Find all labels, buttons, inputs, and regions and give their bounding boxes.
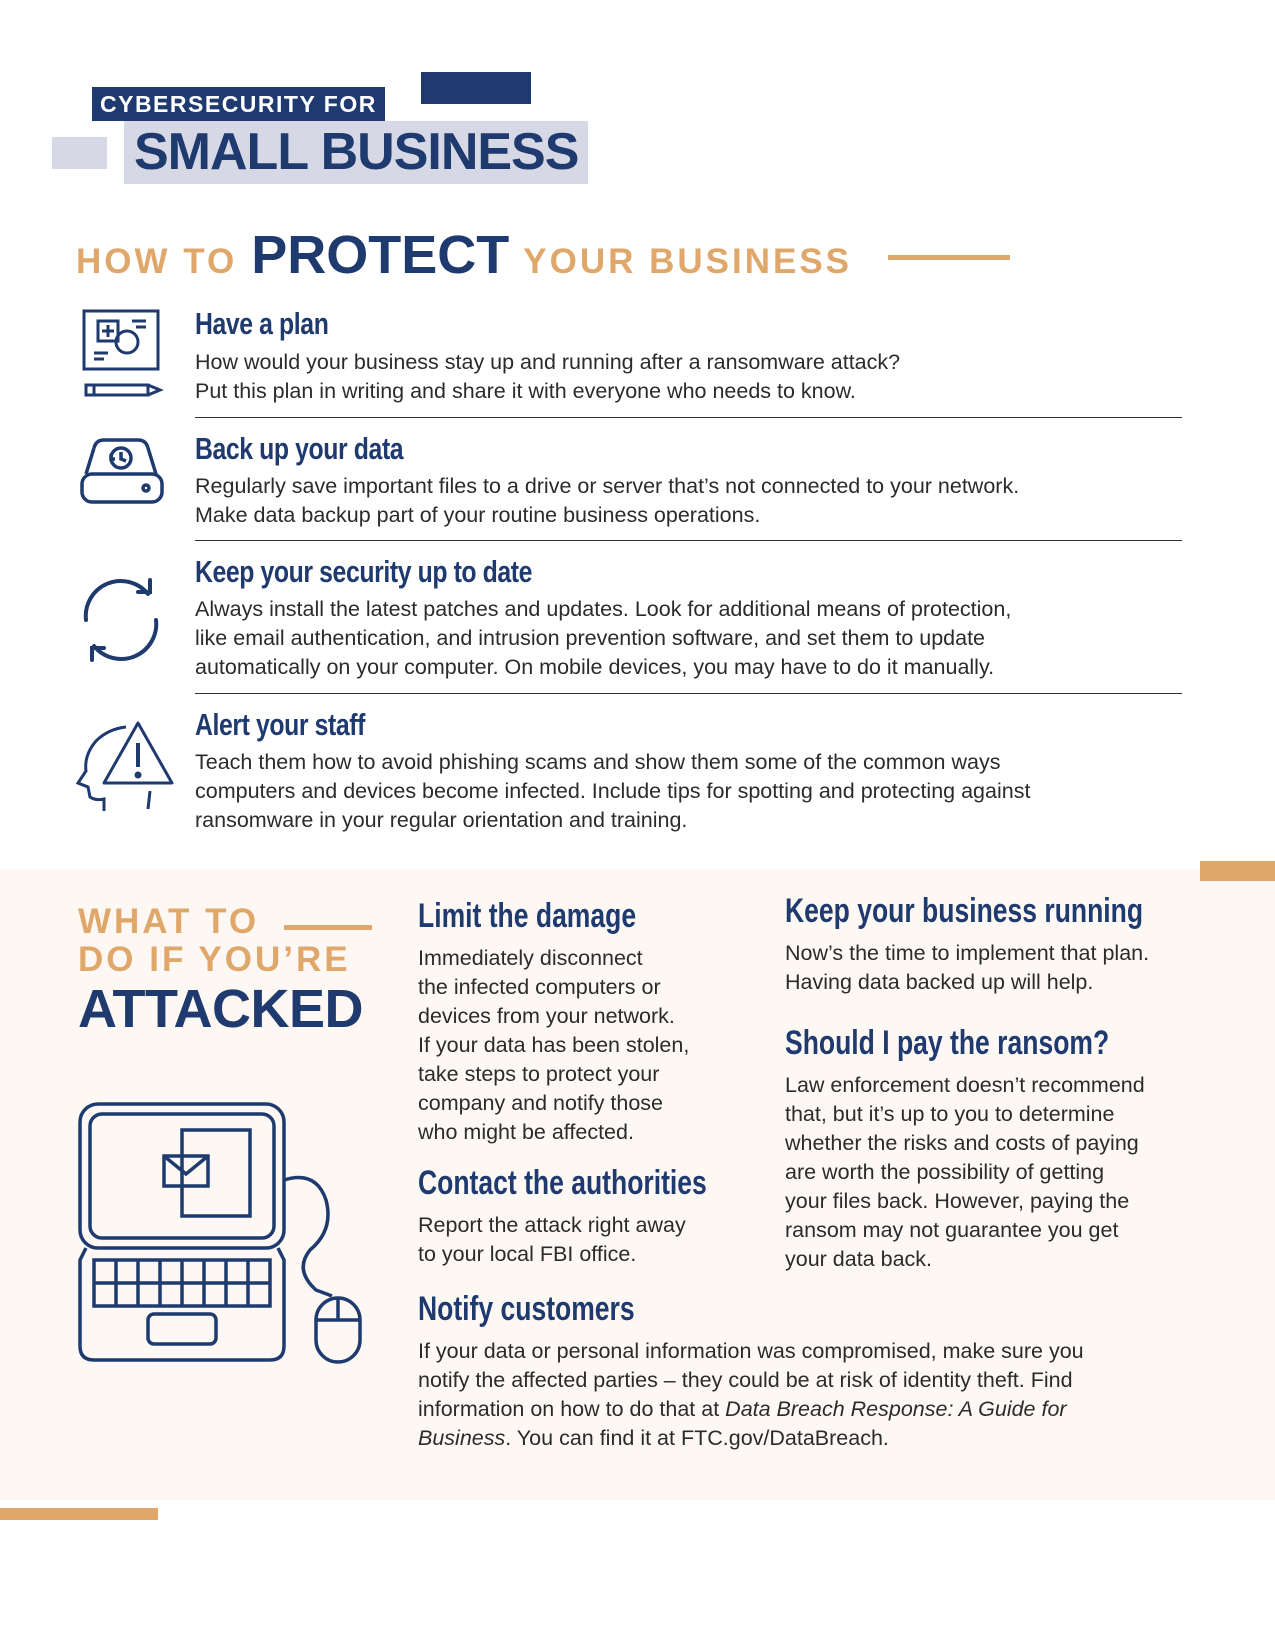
notify-customers-heading: Notify customers <box>418 1290 635 1328</box>
item-divider <box>195 417 1182 418</box>
item-heading-backup: Back up your data <box>195 431 404 466</box>
logo-accent-light <box>52 137 107 169</box>
protect-section-title <box>76 224 852 294</box>
item-heading-staff: Alert your staff <box>195 707 365 742</box>
item-body-security: Always install the latest patches and updates. Look for additional means of protection, like email authentication, and intrusion prevention software, and set them to update automatically on your computer. On mobile devices, you may have to do it manually. <box>195 597 1012 679</box>
title-main: PROTECT <box>251 225 510 285</box>
attack-title-line2: DO IF YOU’RE <box>78 940 351 979</box>
logo-accent-dark <box>421 72 531 104</box>
notify-customers-body: If your data or personal information was compromised, make sure you notify the affected parties – they could be at risk of identity theft. Find information on how to do that at Data Breach Response: A Guide for Business. You can find it at FTC.gov/DataBreach. <box>418 1339 1084 1450</box>
orange-accent-bar <box>0 1508 158 1520</box>
title-post: YOUR BUSINESS <box>523 242 853 281</box>
backup-drive-icon <box>78 430 164 530</box>
head-warning-icon <box>70 715 178 815</box>
logo-bottom-text: SMALL BUSINESS <box>124 121 588 184</box>
item-body-backup: Regularly save important files to a drive or server that’s not connected to your network. Make data backup part of your routine business operations. <box>195 474 1020 527</box>
keep-running-body: Now’s the time to implement that plan. Having data backed up will help. <box>785 941 1150 994</box>
contact-authorities-heading: Contact the authorities <box>418 1164 707 1202</box>
ransom-heading: Should I pay the ransom? <box>785 1024 1110 1062</box>
refresh-arrows-icon <box>78 572 164 672</box>
attack-title-rule <box>284 925 372 930</box>
item-divider <box>195 540 1182 541</box>
keep-running-heading: Keep your business running <box>785 892 1144 930</box>
plan-board-icon <box>80 303 166 403</box>
item-heading-security: Keep your security up to date <box>195 554 533 589</box>
attack-title-big: ATTACKED <box>78 979 363 1039</box>
orange-accent-tab <box>1200 861 1275 881</box>
title-rule <box>888 255 1010 260</box>
laptop-mouse-icon <box>76 1100 368 1368</box>
logo-top-text: CYBERSECURITY FOR <box>92 87 385 121</box>
ransom-body: Law enforcement doesn’t recommend that, but it’s up to you to determine whether the risks and costs of paying are worth the possibility of getting your files back. However, paying the ransom may not guarantee you get your data back. <box>785 1073 1145 1271</box>
contact-authorities-body: Report the attack right away to your local FBI office. <box>418 1213 686 1266</box>
item-heading-plan: Have a plan <box>195 306 329 341</box>
limit-damage-heading: Limit the damage <box>418 897 637 935</box>
title-pre: HOW TO <box>76 242 238 281</box>
limit-damage-body: Immediately disconnect the infected computers or devices from your network. If your data has been stolen, take steps to protect your company and notify those who might be affected. <box>418 946 690 1144</box>
attack-title-line1: WHAT TO <box>78 902 260 941</box>
item-body-staff: Teach them how to avoid phishing scams and show them some of the common ways computers and devices become infected. Include tips for spotting and protecting against ransomware in your regular orientation and training. <box>195 750 1031 832</box>
item-body-plan: How would your business stay up and running after a ransomware attack? Put this plan in writing and share it with everyone who needs to know. <box>195 350 901 403</box>
item-divider <box>195 693 1182 694</box>
